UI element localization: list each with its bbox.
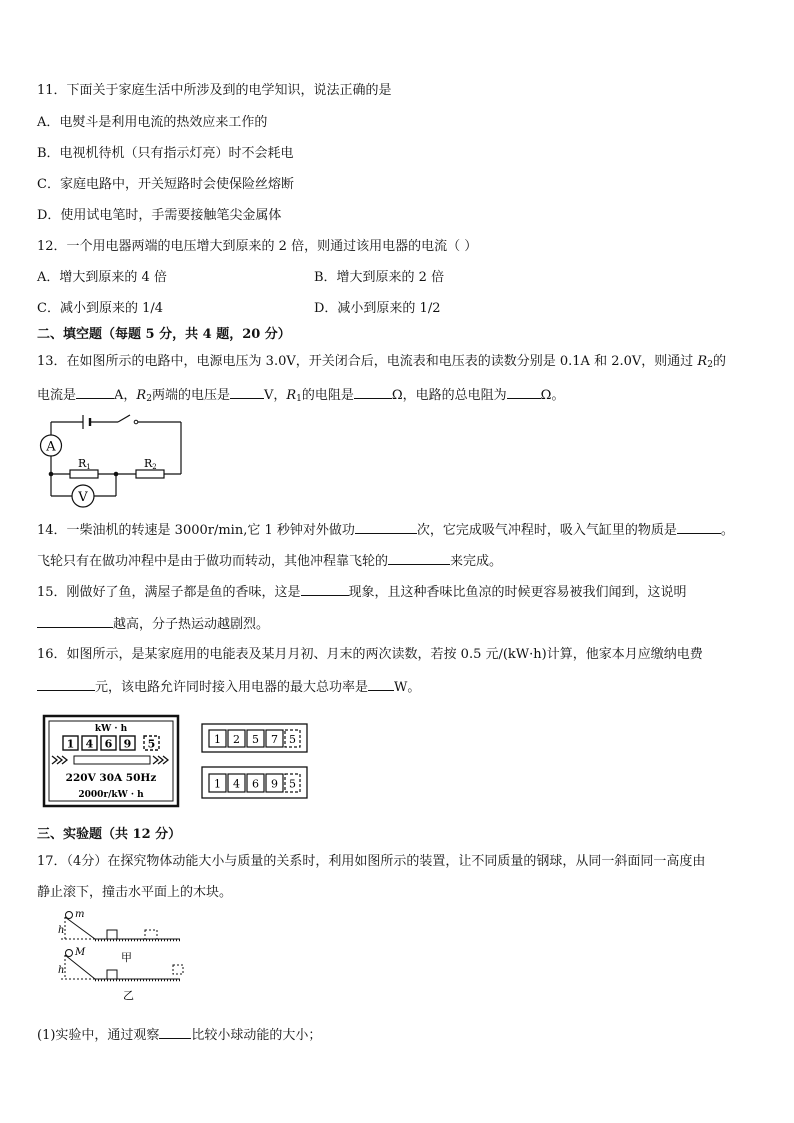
q13-text-1: 13．在如图所示的电路中，电源电压为 3.0V，开关闭合后，电流表和电压表的读数分别是 0.1A 和 2.0V，则通过 [37, 354, 698, 369]
q14-blank-intake-substance [677, 520, 721, 534]
q17-line1: 17．（4分）在探究物体动能大小与质量的关系时，利用如图所示的装置，让不同质量的钢球，从同一斜面同一高度由 [37, 854, 706, 869]
bottom-wood-block [107, 970, 117, 979]
q15-line2 [37, 614, 269, 634]
reading-end-digit: 4 [233, 777, 240, 791]
q16-line1: 16．如图所示，是某家庭用的电能表及某月月初、月末的两次读数，若按 0.5 元/(kW·h)计算，他家本月应缴纳电费 [37, 647, 703, 662]
q15-blank-phenomenon [301, 582, 349, 596]
reading-start-digit: 5 [289, 733, 296, 746]
q13-text-2b: A， [114, 388, 137, 403]
q14-line1 [37, 520, 734, 540]
meter-digit: 9 [123, 737, 132, 751]
q12-option-c: C．减小到原来的 1/4 [37, 301, 164, 316]
q12-option-a: A．增大到原来的 4 倍 [37, 270, 167, 285]
q13-blank-total-resistance [507, 385, 541, 399]
label-yi: 乙 [123, 989, 134, 1002]
q16-blank-max-power [368, 677, 394, 691]
q14-blank-work-times [355, 520, 417, 534]
q17-sub1-text-b: 比较小球动能的大小； [191, 1028, 322, 1043]
q13-text-2a: 电流是 [37, 388, 77, 403]
q17-sub1-text-a: (1)实验中，通过观察 [37, 1028, 160, 1043]
q11-option-c: C．家庭电路中，开关短路时会使保险丝熔断 [37, 177, 294, 192]
q14-text-1c: 。 [720, 523, 734, 538]
label-h-top: h [58, 925, 65, 936]
top-block-moved [145, 930, 157, 939]
r2-resistor [136, 470, 164, 478]
section3-title: 三、实验题（共 12 分） [37, 827, 182, 842]
q13-blank-current [76, 385, 114, 399]
q13-text-2c: 两端的电压是 [151, 388, 230, 403]
label-jia: 甲 [121, 951, 132, 964]
q13-blank-voltage [230, 385, 264, 399]
q13-circuit-diagram [36, 412, 186, 514]
q15-text-1b: 现象，且这种香味比鱼凉的时候更容易被我们闻到，这说明 [348, 585, 687, 600]
q13-var-r: R [286, 388, 297, 403]
q16-text-2a: 元，该电路允许同时接入用电器的最大总功率是 [95, 680, 369, 695]
r1-label: R1 [78, 457, 91, 471]
voltmeter-label: V [78, 490, 88, 505]
q14-text-2a: 飞轮只有在做功冲程中是由于做功而转动，其他冲程靠飞轮的 [37, 554, 389, 569]
q17-blank-observe [159, 1025, 191, 1039]
r2-label: R2 [144, 457, 157, 471]
q13-sub-2: 2 [707, 360, 713, 370]
q16-reading-start [200, 722, 310, 754]
q13-text-1-end: 的 [712, 354, 726, 369]
q13-text-2g: Ω。 [540, 388, 565, 403]
q12-option-d: D．减小到原来的 1/2 [314, 301, 441, 316]
reading-end-digit: 5 [289, 777, 296, 791]
q13-text-2d: V， [263, 388, 287, 403]
q13-var-r: R [136, 388, 147, 403]
reading-start-digit: 1 [214, 733, 221, 746]
q13-blank-resistance [354, 385, 392, 399]
q17-line2: 静止滚下，撞击水平面上的木块。 [37, 885, 233, 900]
reading-start-digit: 7 [271, 733, 278, 746]
q14-text-1b: 次，它完成吸气冲程时，吸入气缸里的物质是 [416, 523, 677, 538]
label-h-bottom: h [58, 965, 65, 976]
r1-resistor [70, 470, 98, 478]
meter-constant: 2000r/kW · h [78, 790, 144, 800]
q17-sub1 [37, 1025, 321, 1045]
section2-title: 二、填空题（每题 5 分，共 4 题，20 分） [37, 327, 291, 342]
meter-unit: kW · h [94, 724, 128, 734]
q14-text-1a: 14．一柴油机的转速是 3000r/min,它 1 秒钟对外做功 [37, 523, 355, 538]
reading-start-digit: 5 [252, 733, 259, 746]
label-m-bottom: M [75, 947, 86, 958]
meter-digit: 5 [147, 737, 156, 751]
top-wood-block [107, 930, 117, 939]
q16-line2 [37, 677, 420, 697]
q15-line1 [37, 582, 687, 602]
q17-experiment-figure [55, 907, 185, 1003]
q13-line2 [37, 385, 564, 408]
label-m-top: m [75, 909, 85, 920]
q16-blank-fee [37, 677, 95, 691]
q15-text-2: 越高，分子热运动越剧烈。 [113, 617, 270, 632]
q16-reading-end [200, 765, 310, 801]
q12-option-b: B．增大到原来的 2 倍 [314, 270, 445, 285]
q11-option-a: A．电熨斗是利用电流的热效应来工作的 [37, 115, 268, 130]
q14-text-2b: 来完成。 [450, 554, 503, 569]
q14-line2 [37, 551, 502, 571]
q13-line1 [37, 353, 726, 374]
q13-text-2f: Ω，电路的总电阻为 [391, 388, 507, 403]
q14-blank-flywheel [388, 551, 450, 565]
q16-electric-meter [42, 714, 182, 810]
meter-digit: 1 [66, 737, 75, 751]
q15-text-1a: 15．刚做好了鱼，满屋子都是鱼的香味，这是 [37, 585, 301, 600]
meter-digit: 6 [104, 737, 113, 751]
q15-blank-factor [37, 614, 113, 628]
q16-text-2b: W。 [394, 680, 421, 695]
q12-stem: 12．一个用电器两端的电压增大到原来的 2 倍，则通过该用电器的电流（ ） [37, 239, 478, 254]
q13-var-r: R [697, 354, 708, 369]
q11-stem: 11．下面关于家庭生活中所涉及到的电学知识，说法正确的是 [37, 83, 392, 98]
q11-option-d: D．使用试电笔时，手需要接触笔尖金属体 [37, 208, 282, 223]
meter-rating: 220V 30A 50Hz [65, 772, 157, 784]
q11-option-b: B．电视机待机（只有指示灯亮）时不会耗电 [37, 146, 294, 161]
switch-blade [118, 415, 130, 422]
bottom-block-moved [173, 965, 183, 974]
q13-sub-1: 1 [296, 394, 302, 404]
reading-end-digit: 6 [252, 777, 259, 791]
reading-start-digit: 2 [233, 733, 240, 746]
reading-end-digit: 9 [271, 777, 278, 791]
reading-end-digit: 1 [214, 777, 221, 791]
q13-text-2e: 的电阻是 [301, 388, 354, 403]
q13-sub-2: 2 [146, 394, 152, 404]
meter-digit: 4 [85, 737, 94, 751]
ammeter-label: A [46, 439, 56, 455]
